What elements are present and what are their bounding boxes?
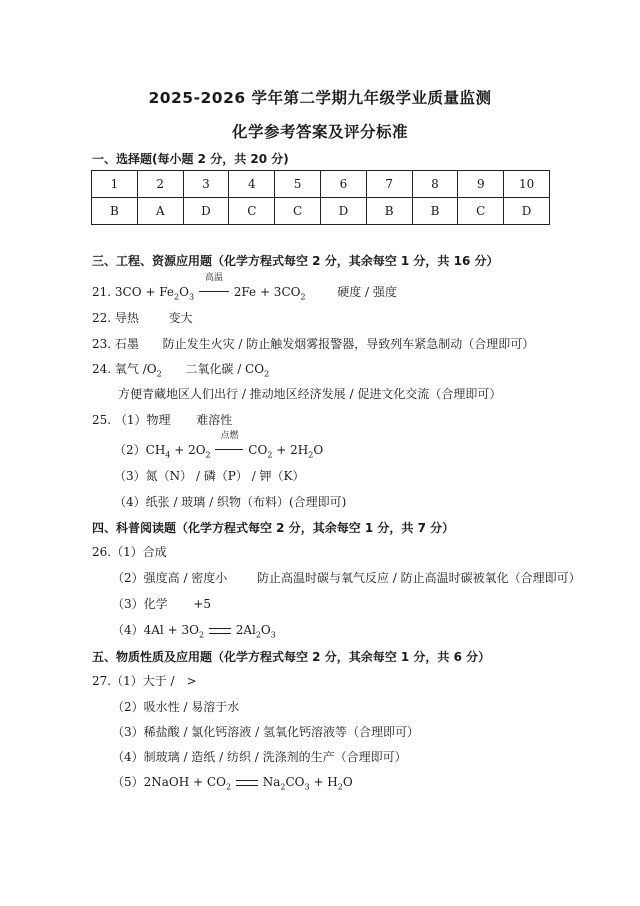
table-cell-question-number: 8 — [412, 171, 458, 198]
q26-line1: 26.（1）合成 — [92, 545, 167, 559]
table-cell-answer: D — [320, 198, 366, 225]
q27-line3: （3）稀盐酸 / 氯化钙溶液 / 氢氧化钙溶液等（合理即可） — [112, 725, 419, 739]
table-cell-answer: D — [504, 198, 550, 225]
table-cell-question-number: 5 — [275, 171, 321, 198]
table-cell-question-number: 3 — [183, 171, 229, 198]
reaction-condition: 点燃 — [215, 442, 243, 458]
q25-line3: （3）氮（N） / 磷（P） / 钾（K） — [114, 469, 305, 483]
q27-line4: （4）制玻璃 / 造纸 / 纺织 / 洗涤剂的生产（合理即可） — [112, 750, 407, 764]
q26-line2: （2）强度高 / 密度小 防止高温时碳与氧气反应 / 防止高温时碳被氧化（合理即可） — [112, 571, 581, 585]
table-cell-question-number: 7 — [366, 171, 412, 198]
choice-answer-table — [91, 170, 550, 225]
equals-sign — [209, 628, 231, 634]
q26-line4: $(4)4Al + 3O_2$ $2Al_2O_3$ — [112, 623, 276, 640]
table-cell-answer: B — [92, 198, 138, 225]
page-subtitle: 化学参考答案及评分标准 — [231, 123, 408, 141]
equals-sign — [236, 780, 258, 786]
q24-line: 24. 氧气 $/O_2$ 二氧化碳 / $CO_2$ — [92, 362, 270, 379]
q23-line: 23. 石墨 防止发生火灾 / 防止触发烟雾报警器，导致列车紧急制动（合理即可） — [92, 337, 535, 351]
q25-line2: $(2)CH_4 + 2O_2$ 点燃 $CO_2 + 2H_2O$ — [114, 431, 324, 460]
q24-line2: 方便青藏地区人们出行 / 推动地区经济发展 / 促进文化交流（合理即可） — [118, 387, 502, 401]
table-cell-answer: B — [366, 198, 412, 225]
q26-line3: （3）化学 +5 — [112, 597, 211, 611]
section3-heading: 三、工程、资源应用题（化学方程式每空 2 分，其余每空 1 分，共 16 分） — [92, 254, 499, 268]
page-title: 2025-2026 学年第二学期九年级学业质量监测 — [148, 89, 492, 107]
table-cell-question-number: 4 — [229, 171, 275, 198]
table-cell-question-number: 1 — [92, 171, 138, 198]
table-cell-answer: C — [229, 198, 275, 225]
table-cell-answer: C — [275, 198, 321, 225]
table-cell-question-number: 10 — [504, 171, 550, 198]
reaction-condition: 高温 — [199, 284, 229, 300]
section1-heading: 一、选择题(每小题 2 分，共 20 分) — [92, 152, 289, 166]
table-cell-answer: C — [458, 198, 504, 225]
q21-line: 21. $3CO + Fe_2O_3$ 高温 $2Fe + 3CO_2$ 硬度 / 强度 — [92, 273, 397, 302]
table-cell-answer: D — [183, 198, 229, 225]
table-row-numbers — [92, 171, 550, 198]
table-cell-answer: B — [412, 198, 458, 225]
table-cell-question-number: 6 — [320, 171, 366, 198]
q25-line1: 25. （1）物理 难溶性 — [92, 413, 233, 427]
table-row-answers — [92, 198, 550, 225]
q27-line1: 27.（1）大于 / > — [92, 674, 197, 688]
table-cell-question-number: 9 — [458, 171, 504, 198]
section5-heading: 五、物质性质及应用题（化学方程式每空 2 分，其余每空 1 分，共 6 分） — [92, 650, 491, 664]
q27-line2: （2）吸水性 / 易溶于水 — [112, 700, 240, 714]
table-cell-question-number: 2 — [137, 171, 183, 198]
q27-line5: （5）2NaOH + $CO_2$ $Na_2CO_3 + H_2O$ — [112, 775, 353, 792]
table-cell-answer: A — [137, 198, 183, 225]
q25-line4: （4）纸张 / 玻璃 / 织物（布料）(合理即可) — [114, 495, 347, 509]
q22-line: 22. 导热 变大 — [92, 311, 193, 325]
section4-heading: 四、科普阅读题（化学方程式每空 2 分，其余每空 1 分，共 7 分） — [92, 521, 455, 535]
